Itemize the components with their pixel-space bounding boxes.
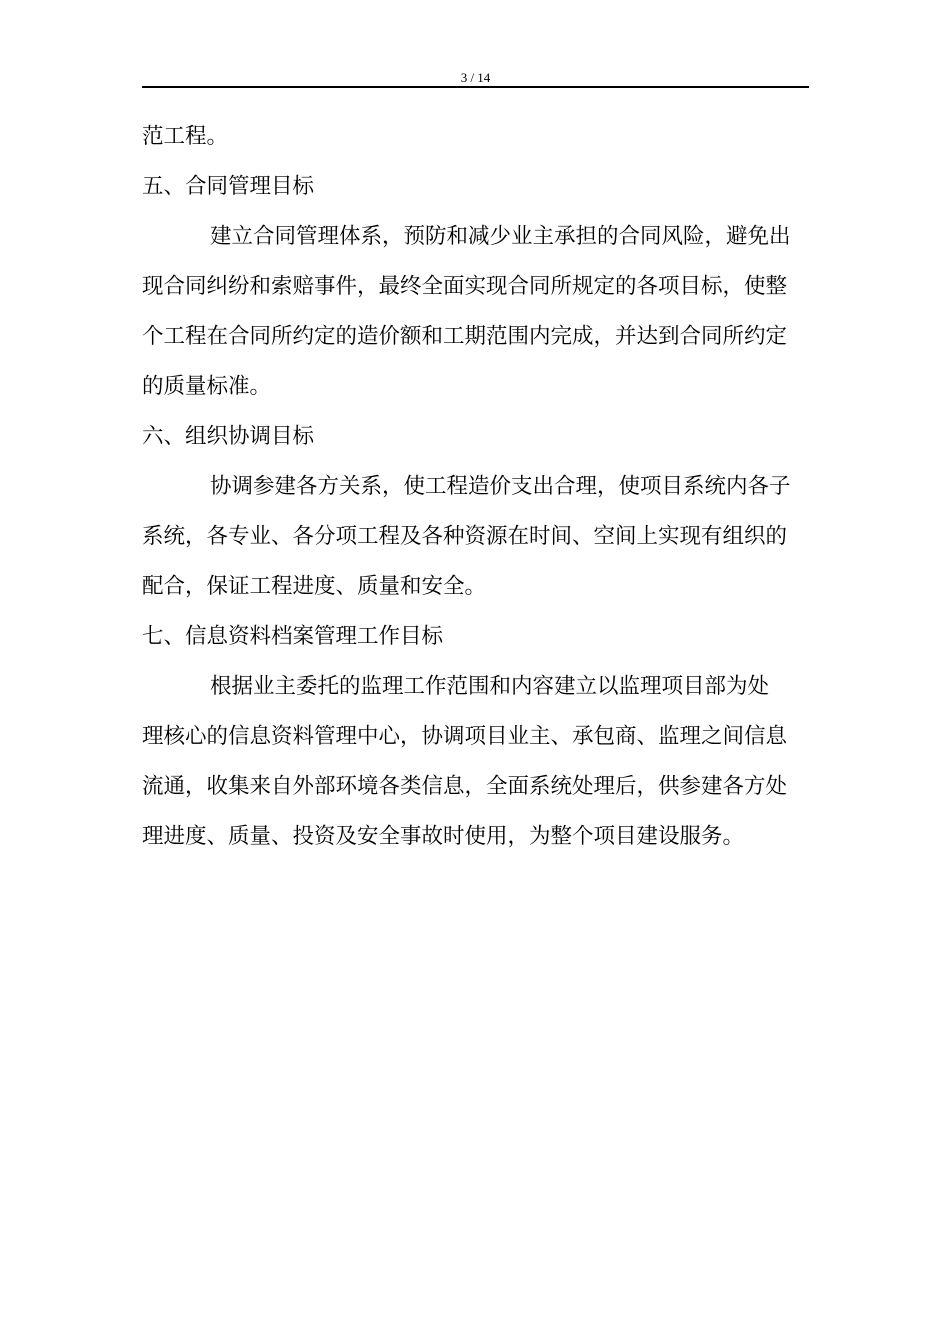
section-heading-coordination: 六、组织协调目标	[142, 424, 315, 449]
paragraph-line: 理核心的信息资料管理中心，协调项目业主、承包商、监理之间信息	[142, 724, 788, 749]
section-heading-information: 七、信息资料档案管理工作目标	[142, 624, 444, 649]
paragraph-line: 的质量标准。	[142, 374, 272, 399]
paragraph-line: 根据业主委托的监理工作范围和内容建立以监理项目部为处	[210, 674, 770, 699]
paragraph-line: 流通，收集来自外部环境各类信息，全面系统处理后，供参建各方处	[142, 774, 788, 799]
page-number: 3 / 14	[460, 70, 491, 85]
paragraph-line: 个工程在合同所约定的造价额和工期范围内完成，并达到合同所约定	[142, 324, 788, 349]
paragraph-line: 现合同纠纷和索赔事件，最终全面实现合同所规定的各项目标，使整	[142, 274, 788, 299]
paragraph-line: 配合，保证工程进度、质量和安全。	[142, 574, 487, 599]
document-body	[142, 112, 812, 862]
text-line-continuation: 范工程。	[142, 124, 229, 149]
section-heading-contract: 五、合同管理目标	[142, 174, 315, 199]
paragraph-line: 系统，各专业、各分项工程及各种资源在时间、空间上实现有组织的	[142, 524, 788, 549]
paragraph-line: 理进度、质量、投资及安全事故时使用，为整个项目建设服务。	[142, 824, 745, 849]
header-rule	[142, 86, 809, 88]
paragraph-line: 协调参建各方关系，使工程造价支出合理，使项目系统内各子	[210, 474, 791, 499]
paragraph-line: 建立合同管理体系，预防和减少业主承担的合同风险，避免出	[210, 224, 791, 249]
